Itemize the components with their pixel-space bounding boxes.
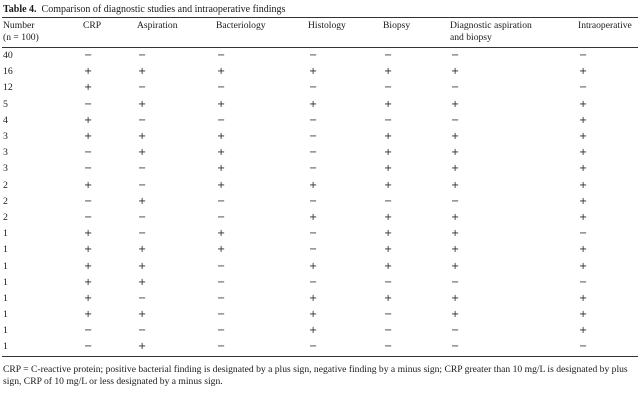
cell-number: 16 <box>3 66 13 78</box>
cell-bacteriology: + <box>217 179 226 191</box>
cell-number: 1 <box>3 292 8 304</box>
cell-bacteriology: + <box>217 163 226 175</box>
cell-aspiration: − <box>138 211 147 223</box>
cell-biopsy: + <box>384 179 393 191</box>
cell-histology: − <box>309 50 318 62</box>
cell-biopsy: − <box>384 50 393 62</box>
cell-number: 1 <box>2 339 82 356</box>
cell-diagnostic-aspiration-biopsy: + <box>451 292 460 304</box>
table-row <box>2 226 638 242</box>
cell-diagnostic-aspiration-biopsy: − <box>451 195 460 207</box>
cell-aspiration: + <box>138 309 147 321</box>
cell-histology: + <box>309 292 318 304</box>
cell-biopsy: + <box>384 244 393 256</box>
cell-crp: + <box>84 66 93 78</box>
findings-table <box>2 18 638 357</box>
table-caption-title: Comparison of diagnostic studies and intraoperative findings <box>41 4 286 15</box>
header-intraoperative: Intraoperative <box>577 18 638 48</box>
cell-diagnostic-aspiration-biopsy: − <box>451 325 460 337</box>
header-biopsy: Biopsy <box>382 18 449 48</box>
cell-crp: + <box>84 244 93 256</box>
cell-biopsy: + <box>384 228 393 240</box>
cell-number: 1 <box>3 309 8 321</box>
cell-diagnostic-aspiration-biopsy: + <box>451 228 460 240</box>
header-number <box>2 18 82 48</box>
cell-biopsy: + <box>384 66 393 78</box>
table-row <box>2 161 638 177</box>
table-row <box>2 258 638 274</box>
cell-number: 4 <box>3 114 8 126</box>
cell-bacteriology: − <box>215 339 307 356</box>
cell-intraoperative: + <box>579 309 588 321</box>
table-row <box>2 80 638 96</box>
cell-number: 12 <box>3 82 13 94</box>
cell-diagnostic-aspiration-biopsy: − <box>451 50 460 62</box>
table-row <box>2 275 638 291</box>
table-row <box>2 178 638 194</box>
table-row <box>2 64 638 80</box>
table-body <box>2 48 638 357</box>
cell-intraoperative: + <box>579 325 588 337</box>
cell-aspiration: + <box>138 66 147 78</box>
cell-aspiration: + <box>138 147 147 159</box>
cell-diagnostic-aspiration-biopsy: + <box>451 244 460 256</box>
cell-histology: − <box>309 195 318 207</box>
cell-histology: − <box>309 114 318 126</box>
cell-biopsy: − <box>384 325 393 337</box>
cell-diagnostic-aspiration-biopsy: + <box>451 309 460 321</box>
cell-diagnostic-aspiration-biopsy: − <box>451 114 460 126</box>
cell-bacteriology: − <box>217 50 226 62</box>
cell-biopsy: + <box>384 98 393 110</box>
cell-crp: + <box>84 309 93 321</box>
cell-crp: + <box>84 179 93 191</box>
cell-bacteriology: − <box>217 325 226 337</box>
cell-crp: − <box>84 211 93 223</box>
cell-histology: + <box>309 66 318 78</box>
cell-crp: − <box>84 195 93 207</box>
cell-aspiration: − <box>138 50 147 62</box>
cell-bacteriology: + <box>217 98 226 110</box>
cell-crp: − <box>84 325 93 337</box>
cell-bacteriology: + <box>217 147 226 159</box>
cell-histology: − <box>309 244 318 256</box>
cell-diagnostic-aspiration-biopsy: + <box>451 98 460 110</box>
table-row <box>2 291 638 307</box>
cell-diagnostic-aspiration-biopsy: + <box>451 131 460 143</box>
table-footnote: CRP = C-reactive protein; positive bacterial finding is designated by a plus sign, negative finding by a minus sign; CRP greater than 10 mg/L is designated by plus sign, CRP of 10 mg/L or less designated by a minus sign. <box>3 363 628 388</box>
table-caption-label: Table 4. <box>3 4 37 15</box>
cell-diagnostic-aspiration-biopsy: − <box>451 82 460 94</box>
cell-biopsy: + <box>384 211 393 223</box>
cell-intraoperative: − <box>579 82 588 94</box>
cell-bacteriology: − <box>217 211 226 223</box>
cell-crp: − <box>84 163 93 175</box>
header-number-line2: (n = 100) <box>3 32 39 43</box>
cell-crp: + <box>84 114 93 126</box>
cell-bacteriology: − <box>217 260 226 272</box>
cell-number: 1 <box>3 276 8 288</box>
cell-bacteriology: + <box>217 66 226 78</box>
cell-intraoperative: − <box>577 339 638 356</box>
cell-crp: + <box>84 276 93 288</box>
cell-intraoperative: + <box>579 131 588 143</box>
header-diag-line2: and biopsy <box>450 32 492 43</box>
cell-histology: − <box>307 339 382 356</box>
cell-biopsy: + <box>384 292 393 304</box>
table-row <box>2 242 638 258</box>
table-row <box>2 307 638 323</box>
cell-diagnostic-aspiration-biopsy: + <box>451 211 460 223</box>
cell-intraoperative: + <box>579 195 588 207</box>
cell-number: 40 <box>3 50 13 62</box>
cell-intraoperative: + <box>579 292 588 304</box>
cell-biopsy: + <box>384 260 393 272</box>
cell-biopsy: + <box>384 163 393 175</box>
cell-biopsy: − <box>384 82 393 94</box>
cell-biopsy: − <box>382 339 449 356</box>
cell-diagnostic-aspiration-biopsy: + <box>451 179 460 191</box>
cell-histology: − <box>309 82 318 94</box>
header-bacteriology: Bacteriology <box>215 18 307 48</box>
header-crp: CRP <box>82 18 136 48</box>
cell-number: 5 <box>3 98 8 110</box>
cell-number: 1 <box>3 244 8 256</box>
cell-histology: − <box>309 163 318 175</box>
cell-biopsy: + <box>384 147 393 159</box>
cell-crp: − <box>84 98 93 110</box>
cell-bacteriology: + <box>217 131 226 143</box>
cell-diagnostic-aspiration-biopsy: + <box>451 260 460 272</box>
cell-aspiration: − <box>138 82 147 94</box>
cell-bacteriology: − <box>217 309 226 321</box>
cell-aspiration: − <box>138 228 147 240</box>
cell-aspiration: − <box>138 163 147 175</box>
cell-bacteriology: − <box>217 195 226 207</box>
cell-number: 1 <box>3 260 8 272</box>
table-caption <box>2 3 638 18</box>
cell-histology: − <box>309 276 318 288</box>
cell-intraoperative: + <box>579 244 588 256</box>
table-header-row <box>2 18 638 48</box>
cell-bacteriology: − <box>217 276 226 288</box>
cell-intraoperative: + <box>579 66 588 78</box>
cell-aspiration: + <box>138 195 147 207</box>
cell-biopsy: − <box>384 114 393 126</box>
cell-number: 2 <box>3 195 8 207</box>
cell-histology: − <box>309 131 318 143</box>
cell-crp: + <box>84 292 93 304</box>
cell-aspiration: + <box>138 276 147 288</box>
cell-intraoperative: − <box>579 276 588 288</box>
table-row <box>2 129 638 145</box>
cell-histology: − <box>309 228 318 240</box>
cell-aspiration: + <box>138 260 147 272</box>
cell-histology: + <box>309 325 318 337</box>
cell-crp: − <box>84 147 93 159</box>
header-diagnostic-aspiration-biopsy <box>449 18 577 48</box>
cell-bacteriology: − <box>217 292 226 304</box>
cell-number: 1 <box>3 228 8 240</box>
cell-crp: + <box>84 131 93 143</box>
table-row <box>2 323 638 339</box>
cell-biopsy: − <box>384 276 393 288</box>
cell-aspiration: − <box>138 325 147 337</box>
cell-diagnostic-aspiration-biopsy: + <box>451 147 460 159</box>
cell-crp: + <box>84 82 93 94</box>
cell-aspiration: + <box>138 131 147 143</box>
document <box>2 3 638 389</box>
table-row <box>2 210 638 226</box>
cell-number: 2 <box>3 179 8 191</box>
cell-intraoperative: + <box>579 211 588 223</box>
cell-diagnostic-aspiration-biopsy: + <box>451 66 460 78</box>
cell-aspiration: − <box>138 179 147 191</box>
cell-intraoperative: + <box>579 260 588 272</box>
table-row <box>2 339 638 356</box>
cell-number: 3 <box>3 131 8 143</box>
header-number-line1: Number <box>3 20 35 31</box>
cell-histology: + <box>309 98 318 110</box>
cell-aspiration: + <box>138 98 147 110</box>
cell-bacteriology: − <box>217 114 226 126</box>
cell-aspiration: − <box>138 114 147 126</box>
cell-intraoperative: + <box>579 163 588 175</box>
cell-intraoperative: + <box>579 179 588 191</box>
cell-bacteriology: + <box>217 244 226 256</box>
cell-biopsy: − <box>384 195 393 207</box>
cell-number: 2 <box>3 211 8 223</box>
cell-intraoperative: − <box>579 228 588 240</box>
cell-histology: + <box>309 309 318 321</box>
cell-histology: + <box>309 179 318 191</box>
cell-intraoperative: + <box>579 98 588 110</box>
cell-crp: + <box>84 228 93 240</box>
cell-diagnostic-aspiration-biopsy: − <box>451 276 460 288</box>
table-row <box>2 194 638 210</box>
table-row <box>2 97 638 113</box>
table-row <box>2 48 638 65</box>
cell-intraoperative: + <box>579 114 588 126</box>
cell-number: 1 <box>3 325 8 337</box>
cell-crp: − <box>84 50 93 62</box>
cell-number: 3 <box>3 163 8 175</box>
header-diag-line1: Diagnostic aspiration <box>450 20 532 31</box>
cell-aspiration: + <box>138 244 147 256</box>
cell-crp: − <box>82 339 136 356</box>
cell-histology: − <box>309 147 318 159</box>
table-row <box>2 113 638 129</box>
cell-diagnostic-aspiration-biopsy: + <box>451 163 460 175</box>
cell-histology: + <box>309 211 318 223</box>
cell-biopsy: + <box>384 131 393 143</box>
header-aspiration: Aspiration <box>136 18 215 48</box>
cell-biopsy: − <box>384 309 393 321</box>
table-row <box>2 145 638 161</box>
cell-bacteriology: − <box>217 82 226 94</box>
cell-intraoperative: + <box>579 147 588 159</box>
cell-aspiration: − <box>138 292 147 304</box>
cell-crp: + <box>84 260 93 272</box>
cell-number: 3 <box>3 147 8 159</box>
cell-bacteriology: + <box>217 228 226 240</box>
cell-intraoperative: − <box>579 50 588 62</box>
header-histology: Histology <box>307 18 382 48</box>
cell-histology: + <box>309 260 318 272</box>
cell-aspiration: + <box>136 339 215 356</box>
cell-diagnostic-aspiration-biopsy: − <box>449 339 577 356</box>
